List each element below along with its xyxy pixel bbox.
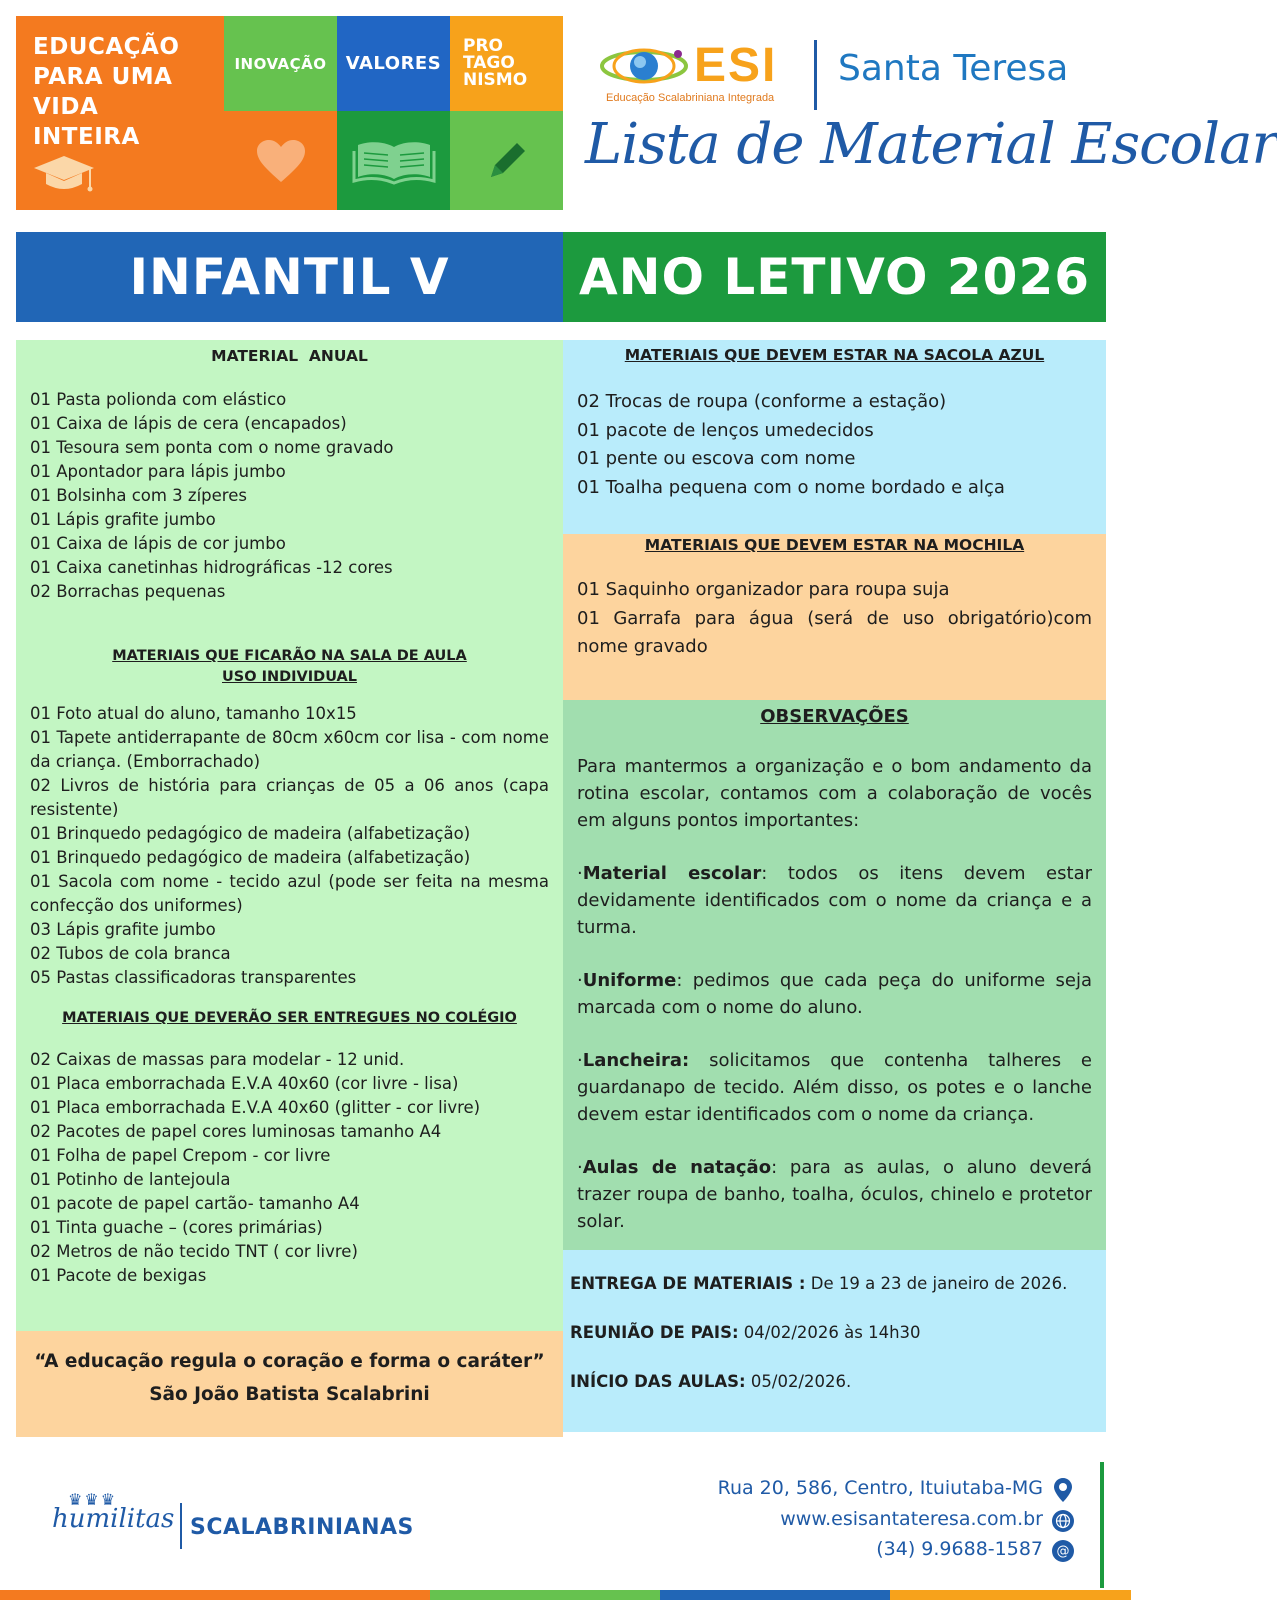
list-item: 01 Foto atual do aluno, tamanho 10x15	[30, 704, 357, 723]
footer-divider	[180, 1503, 182, 1549]
meeting-label: REUNIÃO DE PAIS:	[570, 1323, 739, 1342]
logo-divider	[814, 40, 817, 110]
bottom-stripe-blue	[660, 1590, 890, 1600]
tile-valores	[337, 16, 450, 111]
annual-title: MATERIAL ANUAL	[211, 347, 368, 365]
observation-point: ·Uniforme: pedimos que cada peça do uniforme seja marcada com o nome do aluno.	[577, 970, 1092, 1018]
list-item: 01 Saquinho organizador para roupa suja	[577, 579, 950, 600]
tile-heart	[224, 111, 337, 210]
at-sign-icon: @	[1052, 1540, 1074, 1562]
tagline-tile	[16, 16, 224, 210]
quote-text: “A educação regula o coração e forma o caráter”	[34, 1351, 545, 1372]
scalabrinianas-label: SCALABRINIANAS	[190, 1515, 414, 1540]
observation-point: ·Material escolar: todos os itens devem estar devidamente identificados com o nome da criança e a turma.	[577, 863, 1092, 938]
tagline-line: EDUCAÇÃO	[33, 34, 180, 60]
tile-protagonismo-line: PRO	[463, 36, 504, 56]
start-date	[570, 1372, 1099, 1391]
heart-icon	[255, 138, 307, 184]
graduation-cap-icon	[32, 154, 96, 194]
tile-inovacao	[224, 16, 337, 111]
classroom-title-line2: USO INDIVIDUAL	[222, 669, 357, 685]
list-item: 01 Caixa de lápis de cor jumbo	[30, 534, 286, 553]
observation-label: Uniforme	[582, 970, 677, 991]
list-item: 01 Folha de papel Crepom - cor livre	[30, 1146, 331, 1165]
meeting-value: 04/02/2026 às 14h30	[738, 1323, 921, 1342]
tile-inovacao-label: INOVAÇÃO	[234, 54, 327, 73]
meeting-date	[570, 1323, 1099, 1342]
list-item: 01 pente ou escova com nome	[577, 448, 856, 469]
crown-icon: ♛♛♛	[68, 1490, 118, 1509]
tile-protagonismo	[450, 16, 563, 111]
annual-list	[30, 388, 549, 604]
list-item: 02 Tubos de cola branca	[30, 944, 231, 963]
backpack-section	[563, 534, 1106, 700]
observation-sep: :	[771, 1157, 778, 1178]
school-name: Santa Teresa	[838, 48, 1069, 89]
start-value: 05/02/2026.	[745, 1372, 852, 1391]
observation-text: solicitamos que contenha talheres e guardanapo de tecido. Além disso, os potes e o lanche devem estar identificados com o nome da criança.	[577, 1050, 1092, 1125]
list-item: 01 Toalha pequena com o nome bordado e alça	[577, 476, 1005, 498]
observation-point: ·Aulas de natação: para as aulas, o aluno deverá trazer roupa de banho, toalha, óculos, chinelo e protetor solar.	[577, 1157, 1092, 1232]
list-item: 02 Borrachas pequenas	[30, 582, 226, 601]
grade-banner	[16, 232, 563, 322]
list-item: 01 Placa emborrachada E.V.A 40x60 (glitter - cor livre)	[30, 1098, 481, 1117]
website-link[interactable]: www.esisantateresa.com.br	[780, 1508, 1043, 1530]
logo-text: ESI	[694, 39, 778, 92]
observation-text: para as aulas, o aluno deverá trazer roupa de banho, toalha, óculos, chinelo e protetor solar.	[577, 1157, 1092, 1232]
start-label: INÍCIO DAS AULAS:	[570, 1372, 746, 1391]
page-title: Lista de Material Escolar	[585, 112, 1277, 177]
list-item: 01 Pacote de bexigas	[30, 1266, 207, 1285]
observation-label: Material escolar	[582, 863, 762, 884]
list-item: 01 Tesoura sem ponta com o nome gravado	[30, 438, 394, 457]
deliver-list	[30, 1048, 549, 1288]
list-item: 05 Pastas classificadoras transparentes	[30, 968, 357, 987]
globe-icon	[1052, 1510, 1074, 1532]
blue-bag-list	[577, 388, 1092, 502]
list-item: 01 pacote de lenços umedecidos	[577, 419, 874, 441]
year-label: ANO LETIVO 2026	[578, 248, 1091, 306]
blue-bag-title: MATERIAIS QUE DEVEM ESTAR NA SACOLA AZUL	[624, 346, 1045, 364]
year-banner	[563, 232, 1106, 322]
left-column	[16, 340, 563, 1331]
tagline-line: PARA UMA	[33, 64, 173, 90]
list-item: 01 Tinta guache – (cores primárias)	[30, 1218, 323, 1237]
list-item: 01 Lápis grafite jumbo	[30, 510, 216, 529]
tagline-line: INTEIRA	[33, 124, 140, 150]
observation-label: Lancheira:	[582, 1050, 690, 1071]
quote-author: São João Batista Scalabrini	[149, 1384, 430, 1405]
list-item: 02 Trocas de roupa (conforme a estação)	[577, 391, 947, 412]
deliver-title: MATERIAIS QUE DEVERÃO SER ENTREGUES NO COLÉGIO	[62, 1010, 517, 1026]
phone-number[interactable]: (34) 9.9688-1587	[876, 1538, 1043, 1560]
delivery-date	[570, 1274, 1099, 1293]
observation-label: Aulas de natação	[582, 1157, 772, 1178]
list-item: 01 Caixa de lápis de cera (encapados)	[30, 414, 347, 433]
classroom-list	[30, 702, 549, 990]
backpack-list	[577, 576, 1092, 662]
list-item: 01 Brinquedo pedagógico de madeira (alfabetização)	[30, 824, 471, 843]
delivery-label: ENTREGA DE MATERIAIS :	[570, 1274, 806, 1293]
list-item: 01 Brinquedo pedagógico de madeira (alfabetização)	[30, 848, 471, 867]
tile-protagonismo-line: TAGO	[463, 53, 515, 73]
list-item: 02 Metros de não tecido TNT ( cor livre)	[30, 1242, 358, 1261]
tagline-line: VIDA	[33, 94, 99, 120]
backpack-title: MATERIAIS QUE DEVEM ESTAR NA MOCHILA	[644, 536, 1025, 554]
bottom-stripe-green	[430, 1590, 660, 1600]
observation-point: ·Lancheira: solicitamos que contenha talheres e guardanapo de tecido. Além disso, os potes e o lanche devem estar identificados com o nome da criança.	[577, 1050, 1092, 1125]
location-pin-icon	[1052, 1479, 1074, 1501]
list-item: 01 Sacola com nome - tecido azul (pode ser feita na mesma confecção dos uniformes)	[30, 872, 549, 915]
dates-section	[563, 1250, 1106, 1432]
list-item: 03 Lápis grafite jumbo	[30, 920, 216, 939]
observation-text: pedimos que cada peça do uniforme seja marcada com o nome do aluno.	[577, 970, 1092, 1018]
classroom-title-line1: MATERIAIS QUE FICARÃO NA SALA DE AULA	[112, 648, 467, 664]
footer-accent-bar	[1100, 1462, 1104, 1588]
esi-emblem-icon	[600, 42, 696, 90]
list-item: 01 Tapete antiderrapante de 80cm x60cm cor lisa - com nome da criança. (Emborrachado)	[30, 728, 549, 771]
quote-box	[16, 1331, 563, 1437]
list-item: 01 Potinho de lantejoula	[30, 1170, 231, 1189]
tile-book	[337, 111, 450, 210]
list-item: 02 Caixas de massas para modelar - 12 unid.	[30, 1050, 405, 1069]
logo-subtitle: Educação Scalabriniana Integrada	[606, 92, 775, 104]
address: Rua 20, 586, Centro, Ituiutaba-MG	[717, 1477, 1043, 1499]
humilitas-logo: humilitas	[52, 1504, 175, 1534]
observation-sep: :	[761, 863, 768, 884]
list-item: 01 Bolsinha com 3 zíperes	[30, 486, 247, 505]
observations-title: OBSERVAÇÕES	[760, 706, 909, 727]
bottom-stripe-yellow	[890, 1590, 1131, 1600]
list-item: 02 Pacotes de papel cores luminosas tamanho A4	[30, 1122, 442, 1141]
blue-bag-section	[563, 340, 1106, 534]
tile-pencil	[450, 111, 563, 210]
list-item: 01 pacote de papel cartão- tamanho A4	[30, 1194, 360, 1213]
list-item: 01 Placa emborrachada E.V.A 40x60 (cor livre - lisa)	[30, 1074, 459, 1093]
school-logo	[600, 32, 1080, 112]
open-book-icon	[352, 139, 436, 183]
list-item: 01 Pasta polionda com elástico	[30, 390, 287, 409]
observations-intro: Para mantermos a organização e o bom andamento da rotina escolar, contamos com a colaboração de vocês em alguns pontos importantes:	[577, 756, 1092, 831]
bottom-stripe-orange	[0, 1590, 430, 1600]
grade-label: INFANTIL V	[129, 248, 450, 306]
observation-sep: :	[676, 970, 683, 991]
pencil-icon	[483, 137, 531, 185]
delivery-value: De 19 a 23 de janeiro de 2026.	[805, 1274, 1068, 1293]
tile-valores-label: VALORES	[345, 53, 442, 74]
list-item: 02 Livros de história para crianças de 05 a 06 anos (capa resistente)	[30, 776, 549, 819]
classroom-title	[30, 646, 549, 688]
observations-section	[563, 700, 1106, 1250]
tile-protagonismo-line: NISMO	[463, 70, 528, 90]
list-item: 01 Apontador para lápis jumbo	[30, 462, 286, 481]
observation-text: todos os itens devem estar devidamente identificados com o nome da criança e a turma.	[577, 863, 1092, 938]
list-item: 01 Garrafa para água (será de uso obrigatório)com nome gravado	[577, 607, 1092, 657]
list-item: 01 Caixa canetinhas hidrográficas -12 cores	[30, 558, 393, 577]
